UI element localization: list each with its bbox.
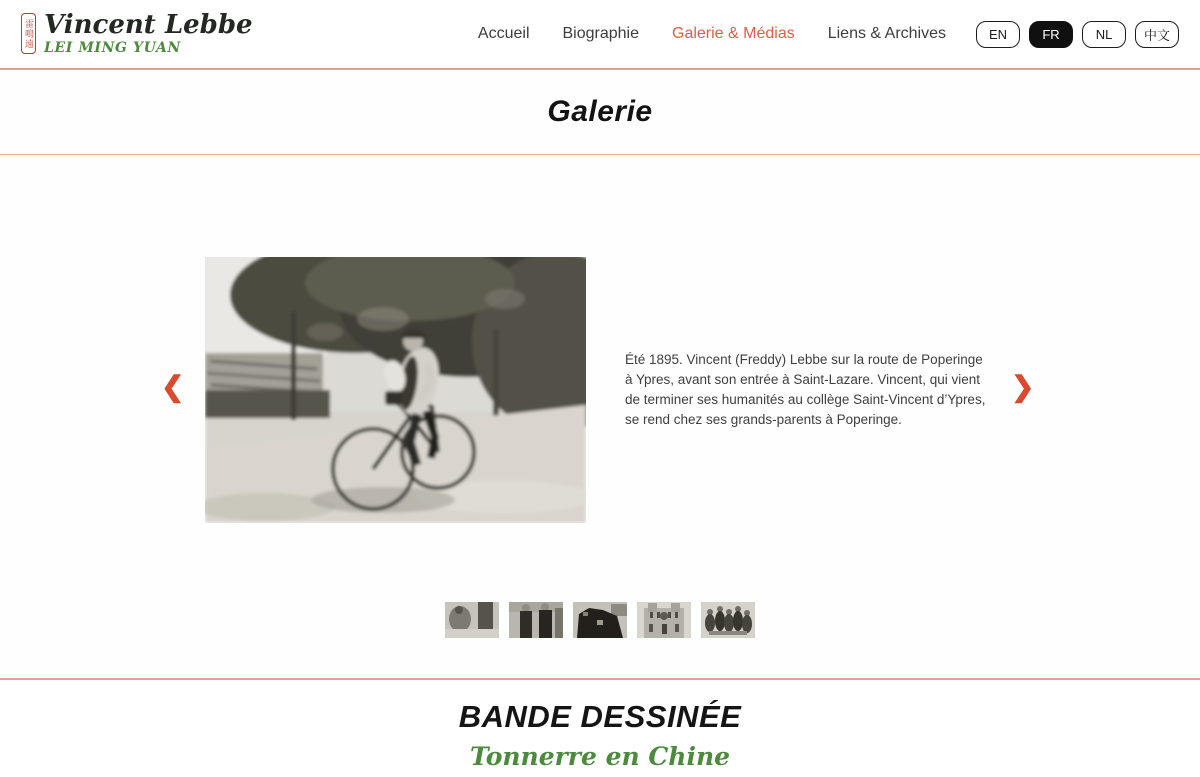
- carousel-prev-button[interactable]: ❮: [161, 371, 185, 402]
- carousel-next-button[interactable]: ❯: [1011, 371, 1035, 402]
- nav-item-accueil[interactable]: Accueil: [477, 25, 530, 42]
- nav-item-liens-archives[interactable]: Liens & Archives: [827, 25, 946, 42]
- brand-subtitle: LEI MING YUAN: [44, 40, 181, 57]
- thumbnail-deux-personnes-icon: [509, 602, 563, 638]
- brand-logo[interactable]: [21, 9, 253, 57]
- main-nav: [478, 25, 946, 43]
- bd-title: Tonnerre en Chine: [469, 742, 731, 771]
- brand-title: Vincent Lebbe: [44, 9, 253, 40]
- lang-button-nl[interactable]: NL: [1082, 21, 1126, 48]
- carousel-caption: Été 1895. Vincent (Freddy) Lebbe sur la route de Poperinge à Ypres, avant son entrée à Saint-Lazare. Vincent, qui vient de terminer ses humanités au collège Saint-Vincent d’Ypres, se rend chez ses grands-parents à Poperinge.: [625, 352, 986, 427]
- nav-item-biographie[interactable]: Biographie: [562, 25, 639, 42]
- language-switcher: [976, 21, 1179, 48]
- gallery-carousel: [0, 155, 1200, 680]
- lang-button-fr[interactable]: FR: [1029, 21, 1073, 48]
- thumbnail-photo-deux-personnes[interactable]: [509, 602, 563, 638]
- thumbnail-groupe-icon: [701, 602, 755, 638]
- thumbnail-groupe-sombre-icon: [573, 602, 627, 638]
- nav-item-galerie-medias[interactable]: Galerie & Médias: [672, 25, 795, 42]
- gallery-title-section: [0, 70, 1200, 155]
- thumbnail-velo-icon: [445, 602, 499, 638]
- chinese-seal-icon: [21, 13, 36, 54]
- lang-button-en[interactable]: EN: [976, 21, 1020, 48]
- thumbnail-photo-velo[interactable]: [445, 602, 499, 638]
- carousel-photo: [205, 257, 586, 523]
- thumbnail-photo-groupe-sombre[interactable]: [573, 602, 627, 638]
- bd-heading: BANDE DESSINÉE: [458, 699, 742, 734]
- lang-button-zh[interactable]: 中文: [1135, 21, 1179, 48]
- site-header: [0, 0, 1200, 70]
- thumbnail-college-icon: [637, 602, 691, 638]
- page-title: Galerie: [547, 95, 653, 128]
- bande-dessinee-section: [0, 680, 1200, 771]
- thumbnail-photo-college[interactable]: [637, 602, 691, 638]
- thumbnail-photo-groupe[interactable]: [701, 602, 755, 638]
- brand-text: [44, 9, 253, 57]
- carousel-thumbnails: [0, 602, 1200, 638]
- historical-photo-bicycle-icon: [205, 257, 586, 523]
- seal-characters: 雷鳴遠: [24, 18, 34, 49]
